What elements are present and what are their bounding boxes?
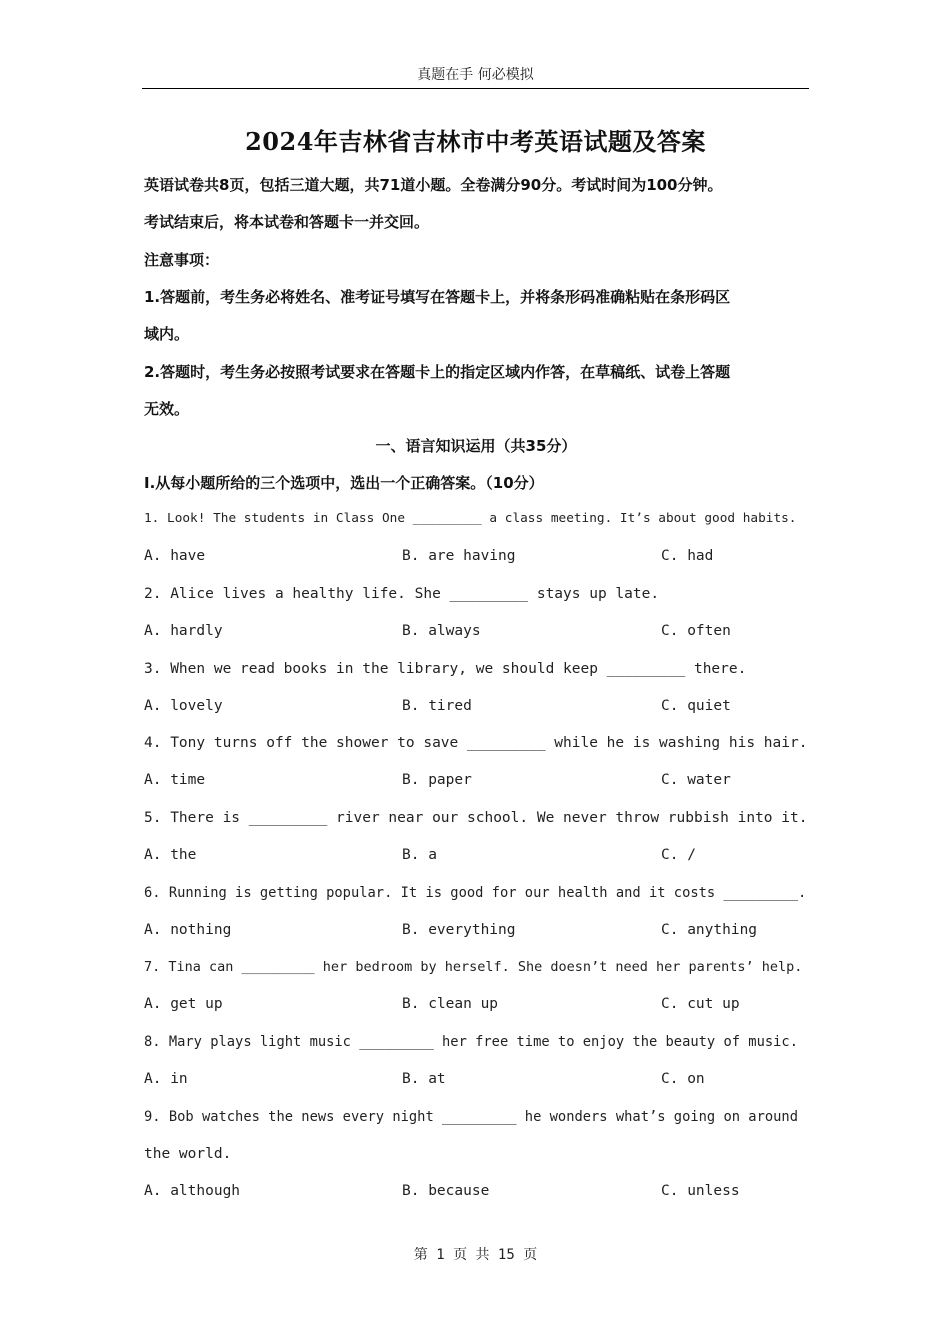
option-b: B. a [402, 847, 437, 863]
notice-heading: 注意事项： [144, 251, 220, 269]
document-title: 2024年吉林省吉林市中考英语试题及答案 [245, 127, 706, 156]
option-b: B. clean up [402, 996, 499, 1012]
header-divider [142, 88, 809, 89]
option-b: B. always [402, 623, 481, 639]
option-c: C. on [661, 1071, 705, 1087]
option-a: A. hardly [144, 623, 223, 639]
option-c: C. unless [661, 1183, 740, 1199]
option-a: A. lovely [144, 698, 223, 714]
option-a: A. the [144, 847, 197, 863]
question-stem: 3. When we read books in the library, we should keep _________ there. [144, 661, 747, 677]
note-1-line-1: 1.答题前，考生务必将姓名、准考证号填写在答题卡上，并将条形码准确粘贴在条形码区 [144, 288, 731, 306]
option-c: C. / [661, 847, 696, 863]
page-footer: 第 1 页 共 15 页 [413, 1247, 538, 1263]
question-stem: 5. There is _________ river near our school. We never throw rubbish into it. [144, 810, 808, 826]
question-stem: 2. Alice lives a healthy life. She _________ stays up late. [144, 586, 660, 602]
question-stem: 9. Bob watches the news every night _________ he wonders what’s going on around [144, 1109, 798, 1125]
question-stem: 7. Tina can _________ her bedroom by herself. She doesn’t need her parents’ help. [144, 959, 803, 975]
question-stem: 4. Tony turns off the shower to save _________ while he is washing his hair. [144, 735, 808, 751]
option-b: B. tired [402, 698, 472, 714]
option-c: C. water [661, 772, 731, 788]
option-a: A. nothing [144, 922, 232, 938]
page-header: 真题在手 何必模拟 [417, 67, 534, 83]
option-a: A. get up [144, 996, 223, 1012]
option-c: C. quiet [661, 698, 731, 714]
note-1-line-2: 域内。 [144, 325, 190, 343]
intro-line-2: 考试结束后，将本试卷和答题卡一并交回。 [144, 213, 430, 231]
option-a: A. have [144, 548, 206, 564]
option-b: B. everything [402, 922, 516, 938]
intro-line-1: 英语试卷共8页，包括三道大题，共71道小题。全卷满分90分。考试时间为100分钟。 [144, 176, 723, 194]
option-b: B. because [402, 1183, 490, 1199]
option-c: C. anything [661, 922, 758, 938]
option-a: A. although [144, 1183, 241, 1199]
option-b: B. are having [402, 548, 516, 564]
option-c: C. had [661, 548, 714, 564]
option-a: A. time [144, 772, 206, 788]
section-heading: 一、语言知识运用（共35分） [375, 437, 577, 455]
question-stem-continued: the world. [144, 1146, 232, 1162]
question-stem: 1. Look! The students in Class One _________ a class meeting. It’s about good habits. [144, 511, 797, 526]
option-c: C. often [661, 623, 731, 639]
option-a: A. in [144, 1071, 188, 1087]
option-c: C. cut up [661, 996, 740, 1012]
option-b: B. paper [402, 772, 472, 788]
part-heading: Ⅰ.从每小题所给的三个选项中，选出一个正确答案。（10分） [144, 474, 544, 492]
question-stem: 8. Mary plays light music _________ her free time to enjoy the beauty of music. [144, 1034, 798, 1050]
option-b: B. at [402, 1071, 446, 1087]
note-2-line-1: 2.答题时，考生务必按照考试要求在答题卡上的指定区域内作答，在草稿纸、试卷上答题 [144, 363, 731, 381]
note-2-line-2: 无效。 [144, 400, 190, 418]
question-stem: 6. Running is getting popular. It is good for our health and it costs _________. [144, 885, 807, 901]
